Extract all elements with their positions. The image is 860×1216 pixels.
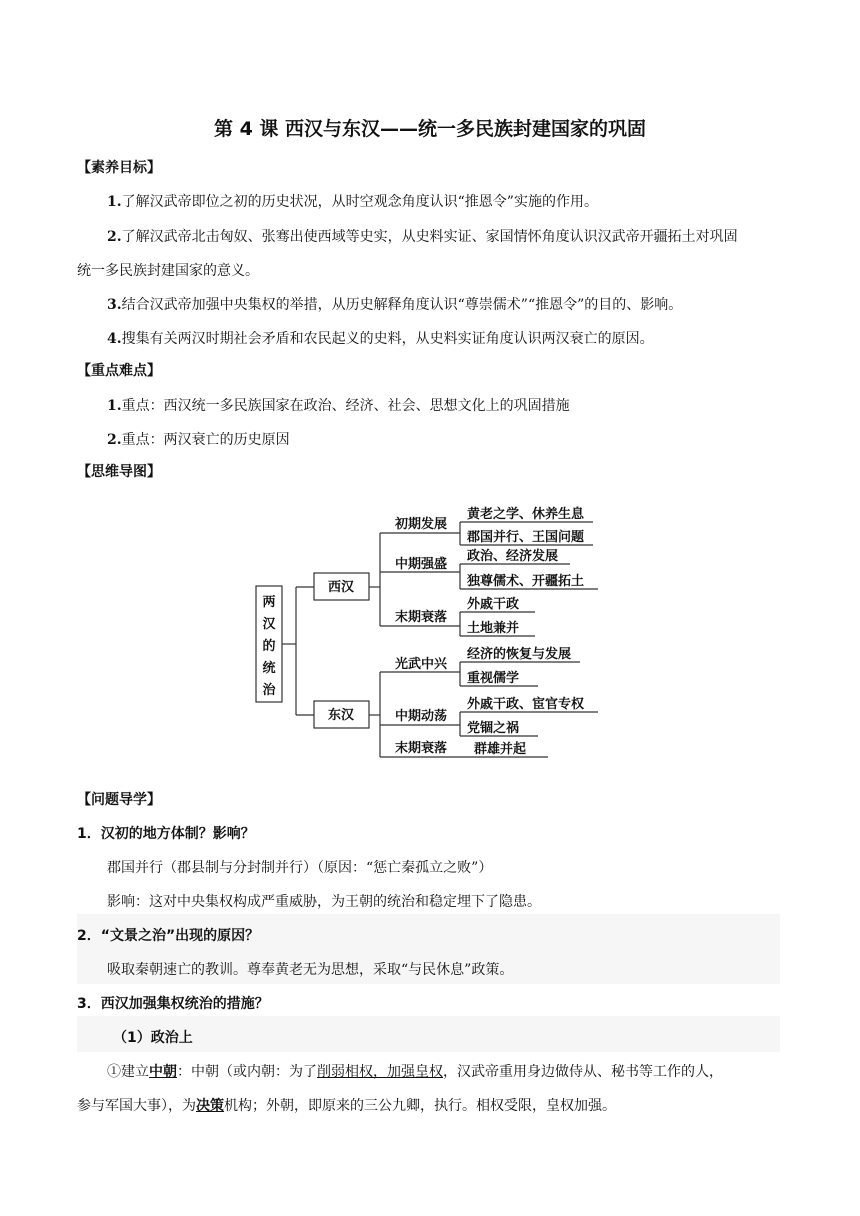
mindmap-leaf-w-late-2: 土地兼并	[467, 621, 520, 636]
answer-3-line-1: ①建立中朝：中朝（或内朝：为了削弱相权，加强皇权，汉武帝重用身边做侍从、秘书等工作的人，	[107, 1064, 723, 1080]
question-1: 1．汉初的地方体制？影响？	[77, 826, 255, 842]
mindmap-leaf-e-early-2: 重视儒学	[467, 671, 520, 686]
goal-item-2: 2.了解汉武帝北击匈奴、张骞出使西域等史实，从史料实证、家国情怀角度认识汉武帝开疆拓土对巩固	[107, 229, 738, 245]
mindmap-heading: 【思维导图】	[77, 464, 161, 480]
mindmap-root-char-4: 统	[262, 661, 276, 676]
answer-1-line-1: 郡国并行（郡县制与分封制并行）（原因：“惩亡秦孤立之败”）	[107, 860, 493, 876]
mindmap-leaf-w-early-1: 黄老之学、休养生息	[467, 507, 585, 522]
goals-heading: 【素养目标】	[77, 160, 161, 176]
goal-item-4: 4.搜集有关两汉时期社会矛盾和农民起义的史料，从史料实证角度认识两汉衰亡的原因。	[107, 331, 654, 347]
mindmap-leaf-w-mid-2: 独尊儒术、开疆拓土	[467, 574, 585, 589]
term-decision: 决策	[196, 1098, 224, 1114]
mindmap-east-early: 光武中兴	[395, 657, 448, 672]
mindmap-leaf-w-mid-1: 政治、经济发展	[467, 549, 559, 564]
mindmap-leaf-e-late-1: 群雄并起	[474, 742, 527, 757]
question-3: 3．西汉加强集权统治的措施？	[77, 996, 269, 1012]
mindmap-leaf-e-early-1: 经济的恢复与发展	[467, 647, 572, 662]
mindmap-root-char-1: 两	[262, 595, 276, 610]
mindmap-east-late: 末期衰落	[395, 741, 448, 756]
term-weaken-chancellor: 削弱相权，加强皇权	[317, 1064, 443, 1080]
mindmap-west-early: 初期发展	[395, 517, 448, 532]
mindmap-leaf-w-late-1: 外戚干政	[467, 597, 520, 612]
answer-1-line-2: 影响：这对中央集权构成严重威胁，为王朝的统治和稳定埋下了隐患。	[107, 894, 541, 910]
mindmap-leaf-w-early-2: 郡国并行、王国问题	[467, 530, 585, 545]
mindmap-west-late: 末期衰落	[395, 610, 448, 625]
mindmap-west-mid: 中期强盛	[395, 557, 448, 572]
mindmap-root-char-3: 的	[262, 639, 276, 654]
mindmap-leaf-e-mid-2: 党锢之祸	[467, 721, 520, 736]
answer-2-line-1: 吸取秦朝速亡的教训。尊奉黄老无为思想，采取“与民休息”政策。	[107, 962, 514, 978]
answer-3-line-2: 参与军国大事），为决策机构；外朝，即原来的三公九卿，执行。相权受限，皇权加强。	[77, 1098, 616, 1114]
mindmap-root-char-2: 汉	[262, 617, 276, 632]
lesson-title: 第 4 课 西汉与东汉——统一多民族封建国家的巩固	[213, 118, 647, 140]
key-point-1: 1.重点：西汉统一多民族国家在政治、经济、社会、思想文化上的巩固措施	[107, 398, 570, 414]
goal-item-2-continued: 统一多民族封建国家的意义。	[77, 263, 259, 279]
goal-item-3: 3.结合汉武帝加强中央集权的举措，从历史解释角度认识“尊崇儒术”“推恩令”的目的、影响。	[107, 297, 683, 313]
mindmap-west: 西汉	[327, 580, 355, 595]
term-zhongchao: 中朝	[149, 1064, 177, 1080]
key-point-2: 2.重点：两汉衰亡的历史原因	[107, 432, 290, 448]
question-3-subheading: （1）政治上	[113, 1030, 193, 1046]
question-2: 2．“文景之治”出现的原因？	[77, 928, 260, 944]
goal-item-1: 1.了解汉武帝即位之初的历史状况，从时空观念角度认识“推恩令”实施的作用。	[107, 194, 598, 210]
mindmap-east: 东汉	[327, 708, 355, 723]
guide-heading: 【问题导学】	[77, 792, 161, 808]
mindmap-root-char-5: 治	[262, 683, 276, 698]
mindmap-east-mid: 中期动荡	[395, 709, 448, 724]
key-points-heading: 【重点难点】	[77, 363, 161, 379]
mindmap-leaf-e-mid-1: 外戚干政、宦官专权	[467, 697, 585, 712]
